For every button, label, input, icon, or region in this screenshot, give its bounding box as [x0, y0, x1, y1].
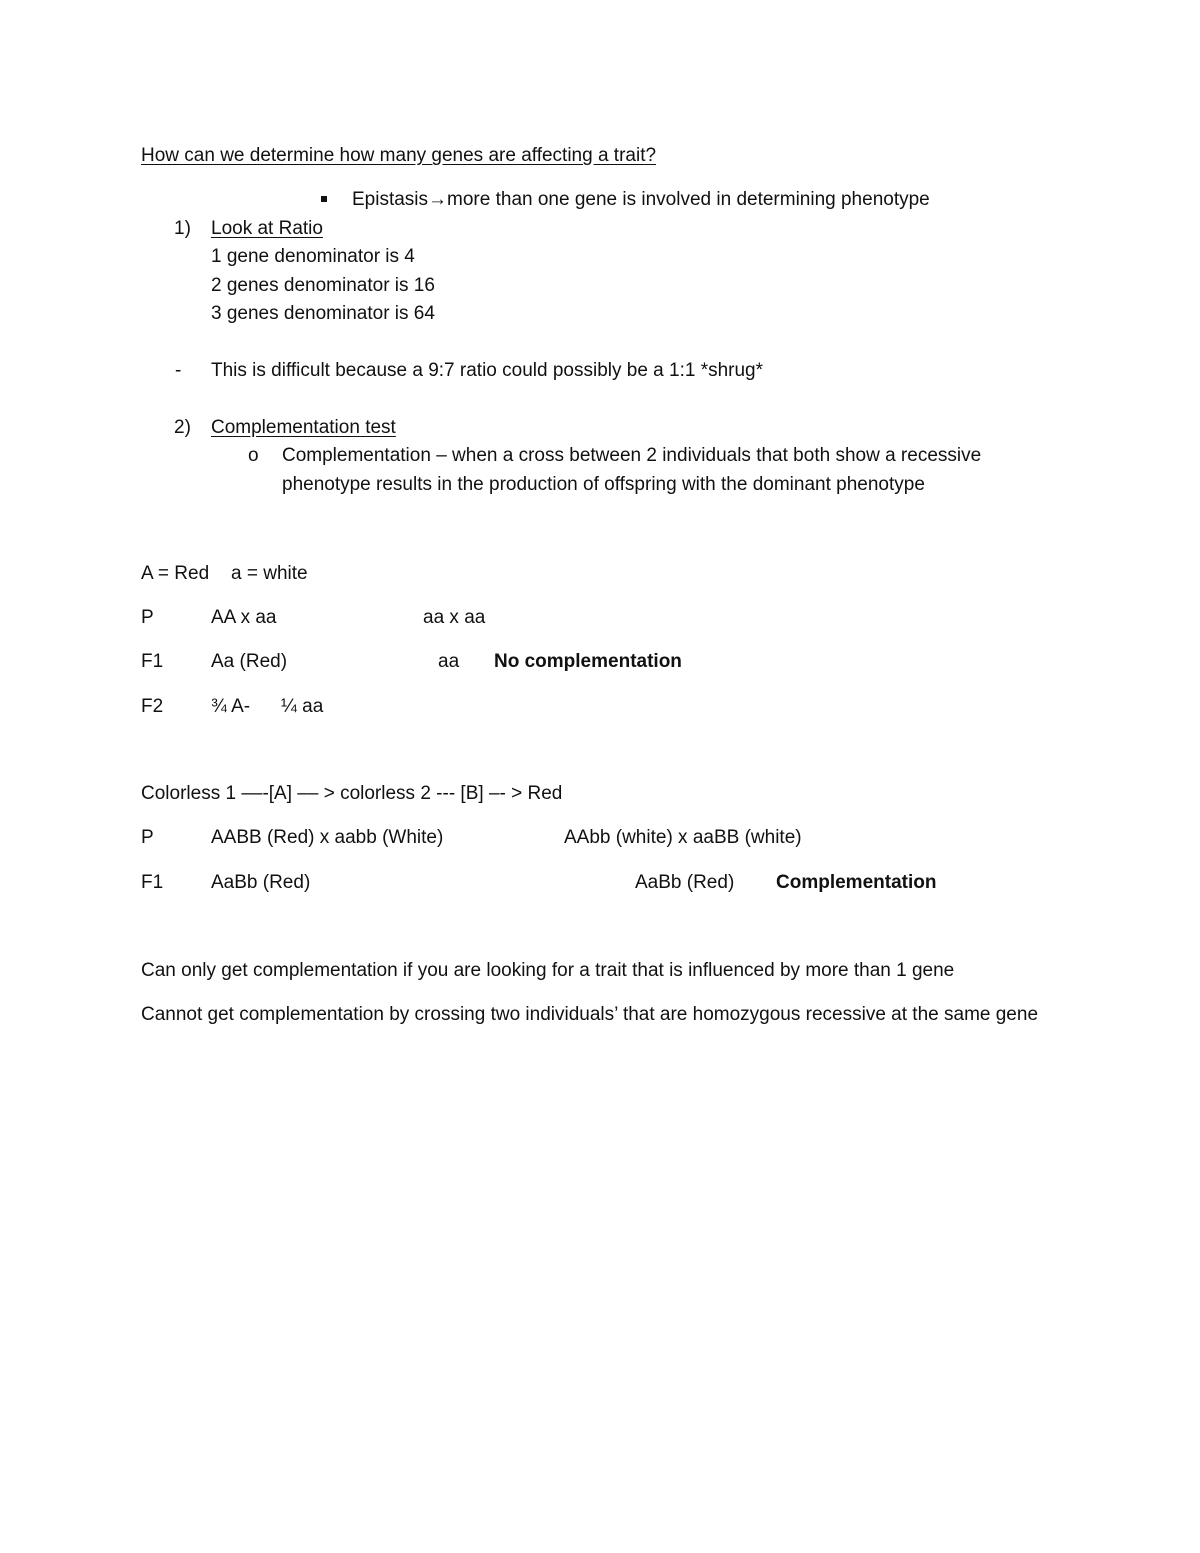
- dash-bullet: -: [175, 360, 182, 381]
- list-number-2: 2): [174, 417, 191, 438]
- cross2-f1-result: Complementation: [776, 872, 937, 893]
- cross2-p-right: AAbb (white) x aaBB (white): [564, 827, 802, 848]
- cross1-f2-a: ¾ A-: [211, 696, 251, 717]
- cross2-f1-label: F1: [141, 872, 164, 893]
- cross2-f1-right: AaBb (Red): [635, 872, 735, 893]
- cross1-f1-label: F1: [141, 651, 164, 672]
- list-number-1: 1): [174, 218, 191, 239]
- complementation-definition-2: phenotype results in the production of offspring with the dominant phenotype: [282, 474, 925, 495]
- allele-recessive: a = white: [231, 563, 308, 584]
- cross1-f2-b: ¼ aa: [281, 696, 324, 717]
- ratio-line-3: 3 genes denominator is 64: [211, 303, 435, 324]
- square-bullet-icon: [321, 196, 327, 202]
- conclusion-2: Cannot get complementation by crossing two individuals’ that are homozygous recessive at the same gene: [141, 1004, 1039, 1025]
- pathway-line: Colorless 1 ––-[A] –– > colorless 2 --- [B] –- > Red: [141, 783, 563, 804]
- complementation-definition-1: Complementation – when a cross between 2 individuals that both show a recessive: [282, 445, 982, 466]
- ratio-line-2: 2 genes denominator is 16: [211, 275, 435, 296]
- epistasis-definition: more than one gene is involved in determining phenotype: [447, 189, 930, 210]
- cross1-p-right: aa x aa: [423, 607, 486, 628]
- epistasis-term: Epistasis: [352, 189, 429, 210]
- epistasis-line: [352, 189, 930, 211]
- cross2-p-left: AABB (Red) x aabb (White): [211, 827, 444, 848]
- cross1-p-label: P: [141, 607, 154, 628]
- cross2-p-label: P: [141, 827, 154, 848]
- ratio-line-1: 1 gene denominator is 4: [211, 246, 415, 267]
- cross2-f1-left: AaBb (Red): [211, 872, 311, 893]
- right-arrow-icon: →: [428, 189, 448, 210]
- cross1-p-left: AA x aa: [211, 607, 277, 628]
- cross1-f1-left: Aa (Red): [211, 651, 288, 672]
- complementation-heading: Complementation test: [211, 417, 396, 438]
- difficulty-note: This is difficult because a 9:7 ratio could possibly be a 1:1 *shrug*: [211, 360, 764, 381]
- ratio-heading: Look at Ratio: [211, 218, 323, 239]
- cross1-f1-result: No complementation: [494, 651, 682, 672]
- circle-bullet: o: [248, 445, 259, 466]
- page-title: How can we determine how many genes are affecting a trait?: [141, 145, 657, 166]
- conclusion-1: Can only get complementation if you are looking for a trait that is influenced by more than 1 gene: [141, 960, 955, 981]
- cross1-f1-right: aa: [438, 651, 460, 672]
- cross1-f2-label: F2: [141, 696, 164, 717]
- allele-dominant: A = Red: [141, 563, 210, 584]
